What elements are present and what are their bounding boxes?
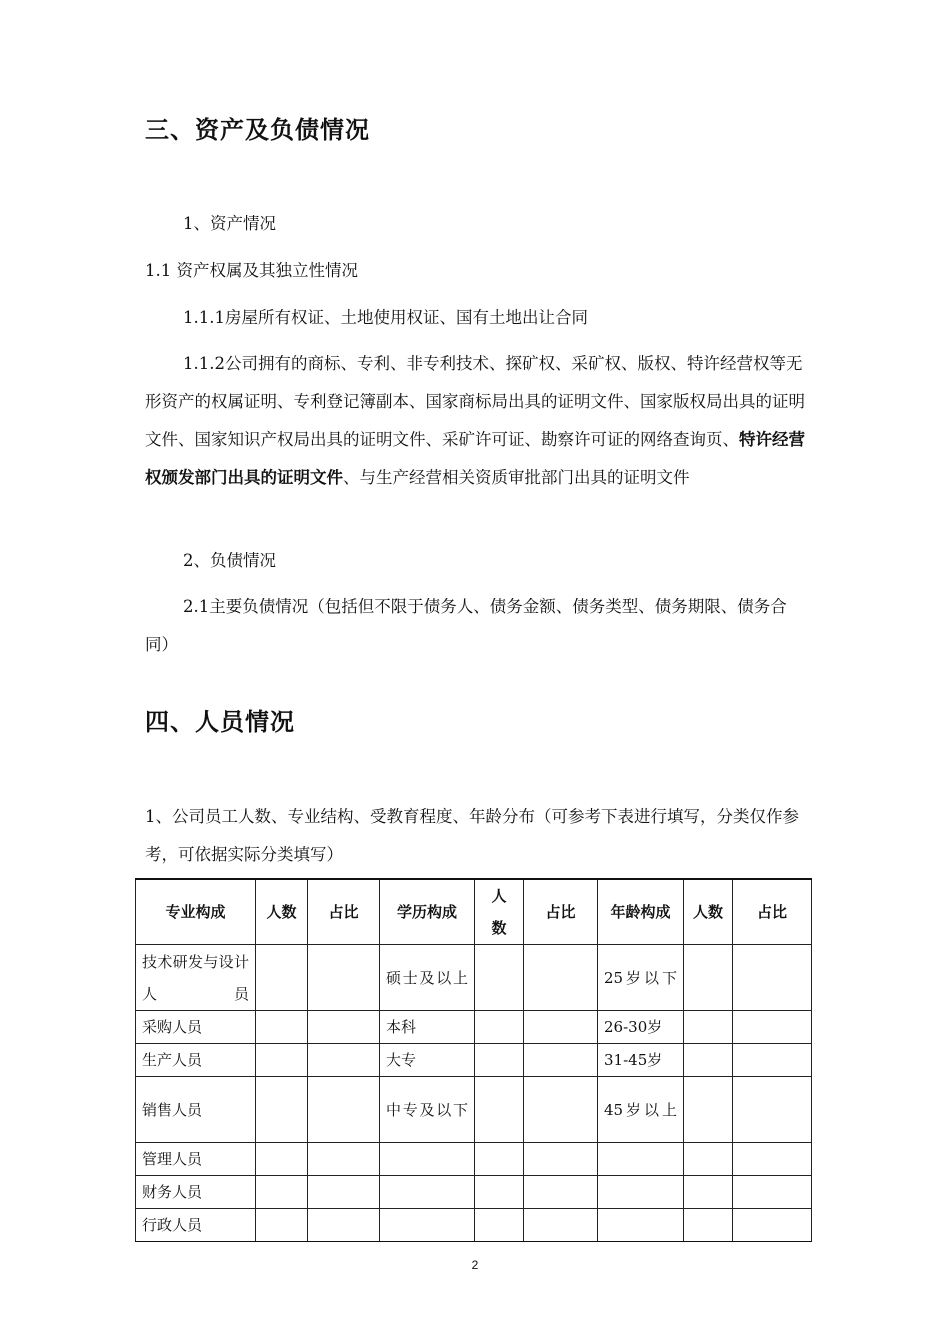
table-row (136, 1011, 812, 1044)
table-cell (308, 1044, 380, 1077)
table-cell (308, 1077, 380, 1143)
table-header-row (136, 879, 812, 945)
table-cell: 31-45岁 (598, 1044, 684, 1077)
table-header-cell: 人数 (684, 879, 733, 945)
table-cell (256, 1176, 308, 1209)
table-cell (684, 1011, 733, 1044)
table-cell (684, 1077, 733, 1143)
paragraph-staff-structure: 1、公司员工人数、专业结构、受教育程度、年龄分布（可参考下表进行填写，分类仅作参考，可依据实际分类填写） (145, 807, 799, 864)
paragraph-intangible-assets (145, 345, 810, 497)
section-heading-assets-liabilities: 三、资产及负债情况 (145, 116, 370, 144)
table-cell (684, 1044, 733, 1077)
paragraph-assets: 1、资产情况 (183, 214, 276, 233)
table-header-cell: 年龄构成 (598, 879, 684, 945)
table-cell (308, 1176, 380, 1209)
table-cell (684, 1209, 733, 1242)
table-header-cell: 人数 (475, 879, 524, 945)
table-cell (475, 1011, 524, 1044)
table-cell: 本科 (380, 1011, 475, 1044)
table-cell (733, 1044, 812, 1077)
table-row (136, 1209, 812, 1242)
table-cell (308, 945, 380, 1011)
table-header-cell: 专业构成 (136, 879, 256, 945)
intangible-assets-text-2: 、与生产经营相关资质审批部门出具的证明文件 (343, 468, 690, 487)
table-cell: 大专 (380, 1044, 475, 1077)
table-cell: 中专及以下 (380, 1077, 475, 1143)
table-header-cell: 占比 (524, 879, 598, 945)
table-row (136, 1176, 812, 1209)
table-cell (256, 1044, 308, 1077)
table-cell (256, 1143, 308, 1176)
table-cell: 管理人员 (136, 1143, 256, 1176)
table-cell (733, 1077, 812, 1143)
table-cell (733, 1011, 812, 1044)
table-cell (475, 1209, 524, 1242)
table-cell (475, 1176, 524, 1209)
table-cell (256, 945, 308, 1011)
table-cell (598, 1209, 684, 1242)
table-cell (598, 1176, 684, 1209)
table-cell (733, 1176, 812, 1209)
table-cell: 行政人员 (136, 1209, 256, 1242)
table-cell (524, 1044, 598, 1077)
table-cell: 26-30岁 (598, 1011, 684, 1044)
table-cell (475, 1077, 524, 1143)
table-cell: 45岁以上 (598, 1077, 684, 1143)
table-cell (524, 1176, 598, 1209)
table-cell: 销售人员 (136, 1077, 256, 1143)
table-cell (733, 1209, 812, 1242)
table-cell (684, 1143, 733, 1176)
table-cell (524, 945, 598, 1011)
table-row (136, 945, 812, 1011)
table-cell: 技术研发与设计人员 (136, 945, 256, 1011)
table-cell (256, 1011, 308, 1044)
table-cell (475, 945, 524, 1011)
table-cell (308, 1011, 380, 1044)
table-cell (475, 1143, 524, 1176)
intangible-assets-bold-text: 特许经营权颁发部门出具的证明文件 (145, 430, 805, 487)
paragraph-asset-ownership: 1.1 资产权属及其独立性情况 (145, 261, 358, 280)
table-cell (684, 945, 733, 1011)
paragraph-property-certificates: 1.1.1房屋所有权证、土地使用权证、国有土地出让合同 (183, 308, 588, 327)
paragraph-liabilities: 2、负债情况 (183, 551, 276, 570)
table-cell (308, 1143, 380, 1176)
paragraph-main-liabilities: 2.1主要负债情况（包括但不限于债务人、债务金额、债务类型、债务期限、债务合同） (145, 597, 787, 654)
table-cell (380, 1209, 475, 1242)
page-number: 2 (471, 1258, 479, 1272)
table-cell: 硕士及以上 (380, 945, 475, 1011)
table-cell: 25岁以下 (598, 945, 684, 1011)
table-header-cell: 占比 (733, 879, 812, 945)
table-cell: 生产人员 (136, 1044, 256, 1077)
table-cell (733, 945, 812, 1011)
staff-structure-table (135, 878, 812, 1242)
intangible-assets-text-1: 1.1.2公司拥有的商标、专利、非专利技术、探矿权、采矿权、版权、特许经营权等无形资产的权属证明、专利登记簿副本、国家商标局出具的证明文件、国家版权局出具的证明文件、国家知识产权局出具的证明文件、采矿许可证、勘察许可证的网络查询页、 (145, 354, 805, 449)
table-cell (475, 1044, 524, 1077)
table-cell (256, 1209, 308, 1242)
table-cell: 财务人员 (136, 1176, 256, 1209)
section-heading-personnel: 四、人员情况 (145, 708, 295, 736)
table-cell (380, 1143, 475, 1176)
table-row (136, 1077, 812, 1143)
table-cell (524, 1011, 598, 1044)
table-cell (308, 1209, 380, 1242)
table-cell (256, 1077, 308, 1143)
table-header-cell: 占比 (308, 879, 380, 945)
table-cell (380, 1176, 475, 1209)
table-cell (733, 1143, 812, 1176)
table-cell (684, 1176, 733, 1209)
table-header-cell: 人数 (256, 879, 308, 945)
table-row (136, 1143, 812, 1176)
table-header-cell: 学历构成 (380, 879, 475, 945)
table-cell (524, 1143, 598, 1176)
table-cell (524, 1209, 598, 1242)
table-row (136, 1044, 812, 1077)
table-cell (598, 1143, 684, 1176)
table-cell (524, 1077, 598, 1143)
table-cell: 采购人员 (136, 1011, 256, 1044)
